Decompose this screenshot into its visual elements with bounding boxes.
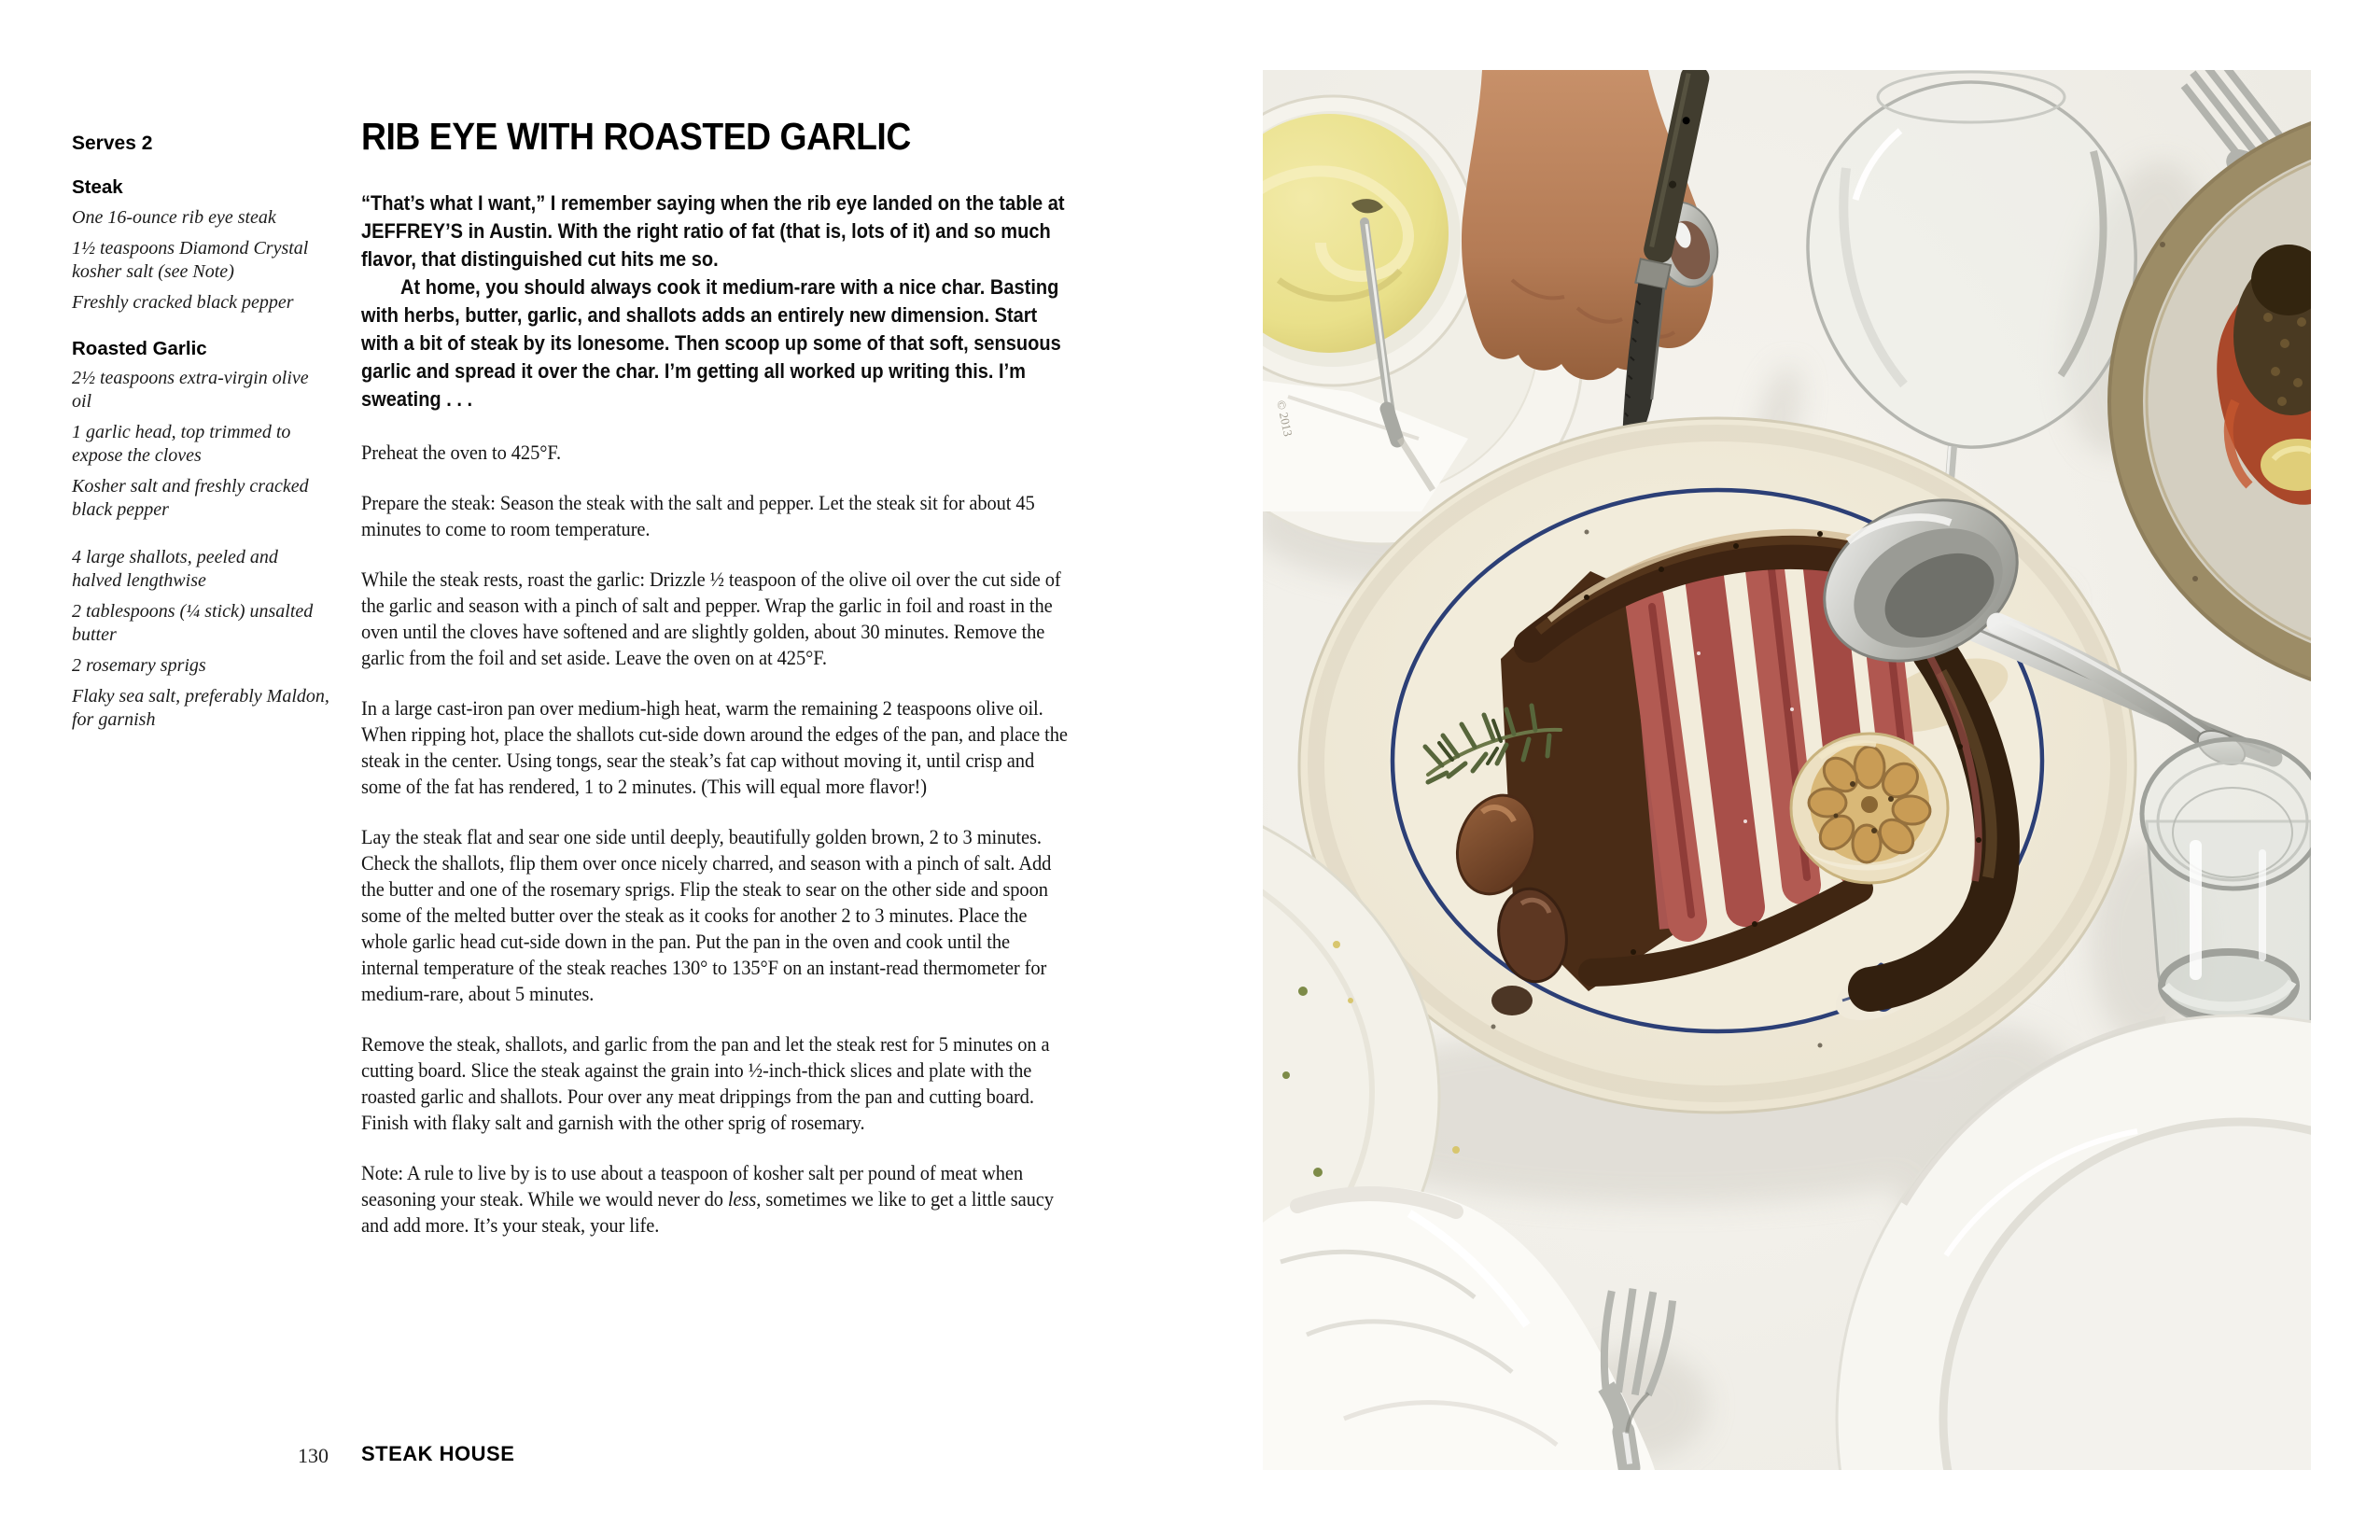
- ingredient-group: [72, 177, 331, 315]
- recipe-steps: [361, 440, 1068, 1136]
- ingredients-sidebar: [72, 133, 331, 739]
- recipe-step: Lay the steak flat and sear one side until deeply, beautifully golden brown, 2 to 3 minutes. Check the shallots, flip them over once nicely charred, and season with a pinch of salt. Add the butter and one of the rosemary sprigs. Flip the steak to sear on the other side and spoon some of the melted butter over the steak as it cooks for another 2 to 3 minutes. Place the whole garlic head cut-side down in the pan. Put the pan in the oven and cook until the internal temperature of the steak reaches 130° to 135°F on an instant-read thermometer for medium-rare, about 5 minutes.: [361, 825, 1052, 1005]
- intro-paragraph: “That’s what I want,” I remember saying when the rib eye landed on the table at JEFFREY’S in Austin. With the right ratio of fat (that is, lots of it) and so much flavor, that distinguished cut hits me so.: [361, 191, 1065, 271]
- recipe-step: While the steak rests, roast the garlic: Drizzle ½ teaspoon of the olive oil over the cut side of the garlic and season with a pinch of salt and pepper. Wrap the garlic in foil and roast in the oven until the cloves have softened and are slightly golden, about 30 minutes. Remove the garlic from the foil and set aside. Leave the oven on at 425°F.: [361, 567, 1061, 669]
- roasted-garlic-head: [1791, 734, 1948, 883]
- page-number: 130: [298, 1444, 329, 1467]
- ingredient-group: [72, 339, 331, 523]
- ingredient-item: 1½ teaspoons Diamond Crystal kosher salt (see Note): [72, 237, 309, 282]
- note-text: Note: A rule to live by is to use about a teaspoon of kosher salt per pound of meat when seasoning your steak. While we would never do: [361, 1161, 1024, 1211]
- ingredient-groups: [72, 177, 331, 732]
- ingredient-item: 2 rosemary sprigs: [72, 655, 206, 677]
- ingredient-group-heading: Roasted Garlic: [72, 337, 207, 359]
- recipe-step: Prepare the steak: Season the steak with the salt and pepper. Let the steak sit for about 45 minutes to come to room temperature.: [361, 491, 1035, 540]
- ingredient-item: 2 tablespoons (¼ stick) unsalted butter: [72, 601, 314, 646]
- recipe-step: In a large cast-iron pan over medium-high heat, warm the remaining 2 teaspoons olive oil. When ripping hot, place the shallots cut-side down around the edges of the pan, and place the steak in the center. Using tongs, sear the steak’s fat cap without moving it, until crisp and some of the fat has rendered, 1 to 2 minutes. (This will equal more flavor!): [361, 696, 1068, 798]
- recipe-step: Remove the steak, shallots, and garlic from the pan and let the steak rest for 5 minutes on a cutting board. Slice the steak against the grain into ½-inch-thick slices and plate with the roasted garlic and shallots. Pour over any meat drippings from the pan and cutting board. Finish with flaky salt and garnish with the other sprig of rosemary.: [361, 1032, 1050, 1134]
- ingredient-item: 1 garlic head, top trimmed to expose the cloves: [72, 422, 291, 467]
- recipe-note: [361, 1160, 1068, 1239]
- note-italic-word: less: [727, 1187, 757, 1211]
- napkin-mark: © 2013: [1274, 399, 1295, 438]
- recipe-body: [361, 115, 1068, 1263]
- ingredient-item: Kosher salt and freshly cracked black pepper: [72, 476, 309, 521]
- ingredient-item: 4 large shallots, peeled and halved lengthwise: [72, 547, 278, 592]
- section-title: STEAK HOUSE: [361, 1442, 515, 1465]
- recipe-step: Preheat the oven to 425°F.: [361, 441, 562, 464]
- steak-dinner-photo: [1263, 70, 2311, 1470]
- ingredient-item: Freshly cracked black pepper: [72, 291, 294, 313]
- recipe-intro: [361, 189, 1068, 413]
- note-text: , sometimes we like to get a little saucy and add more. It’s your steak, your life.: [361, 1187, 1054, 1237]
- water-tumbler: [2142, 739, 2311, 1023]
- ingredient-item: One 16-ounce rib eye steak: [72, 206, 276, 228]
- recipe-title: RIB EYE WITH ROASTED GARLIC: [361, 115, 911, 158]
- ingredient-group: [72, 546, 331, 732]
- intro-paragraph: At home, you should always cook it medium-rare with a nice char. Basting with herbs, butter, garlic, and shallots adds an entirely new dimension. Start with a bit of steak by its lonesome. Then scoop up some of that soft, sensuous garlic and spread it over the char. I’m getting all worked up writing this. I’m sweating . . .: [361, 275, 1061, 411]
- ingredient-group-heading: Steak: [72, 176, 123, 198]
- ingredient-item: 2½ teaspoons extra-virgin olive oil: [72, 368, 309, 413]
- ingredient-item: Flaky sea salt, preferably Maldon, for garnish: [72, 686, 329, 731]
- serves-label: Serves 2: [72, 133, 153, 154]
